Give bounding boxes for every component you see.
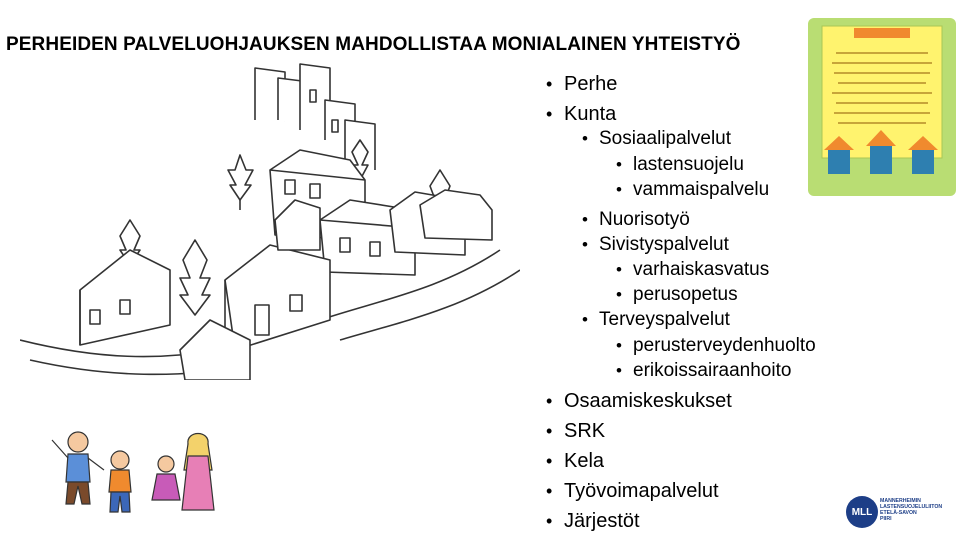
list-item-label: Nuorisotyö [599, 209, 690, 230]
list-item [546, 450, 604, 473]
list-item-label: varhaiskasvatus [633, 259, 770, 280]
list-item-label: Järjestöt [564, 510, 640, 532]
bullet-icon: • [616, 260, 622, 279]
bullet-icon: • [616, 336, 622, 355]
list-item [546, 73, 617, 96]
list-item [546, 103, 616, 126]
bullet-icon: • [616, 285, 622, 304]
list-item [582, 234, 729, 256]
bullet-icon: • [582, 210, 588, 229]
list-item [546, 510, 640, 533]
list-item [616, 154, 744, 176]
list-item [582, 309, 730, 331]
list-item-label: perusopetus [633, 284, 738, 305]
logo-line: ETELÄ-SAVON [880, 510, 917, 516]
list-item-label: lastensuojelu [633, 154, 744, 175]
bullet-icon: • [582, 310, 588, 329]
bullet-icon: • [616, 155, 622, 174]
bullet-icon: • [546, 391, 553, 411]
bullet-icon: • [546, 421, 553, 441]
list-item [546, 480, 719, 503]
logo-line: PIIRI [880, 516, 892, 522]
list-item [546, 390, 732, 413]
list-item [582, 209, 690, 231]
list-item-label: Työvoimapalvelut [564, 480, 719, 502]
list-item [616, 360, 791, 382]
list-item [616, 179, 769, 201]
mll-logo-mark: MLL [846, 496, 878, 528]
bullet-icon: • [582, 129, 588, 148]
list-item-label: Osaamiskeskukset [564, 390, 732, 412]
list-item-label: Kunta [564, 103, 617, 125]
logo-line: MANNERHEIMIN [880, 498, 921, 504]
list-item-label: Perhe [564, 73, 618, 95]
list-item [546, 420, 605, 443]
list-item-label: vammaispalvelu [633, 179, 770, 200]
bullet-icon: • [546, 511, 553, 531]
list-item-label: SRK [564, 420, 606, 442]
list-item [616, 335, 816, 357]
list-item [616, 284, 738, 306]
list-item-label: erikoissairaanhoito [633, 360, 792, 381]
list-item-label: Sivistyspalvelut [599, 234, 729, 255]
bullet-icon: • [546, 451, 553, 471]
list-item [582, 128, 731, 150]
list-item [616, 259, 769, 281]
bullet-icon: • [546, 481, 553, 501]
bullet-icon: • [546, 74, 553, 94]
list-item-label: perusterveydenhuolto [633, 335, 816, 356]
list-item-label: Sosiaalipalvelut [599, 128, 732, 149]
logo-line: LASTENSUOJELULIITON [880, 504, 943, 510]
bullet-icon: • [616, 180, 622, 199]
bullet-icon: • [616, 361, 622, 380]
list-item-label: Kela [564, 450, 605, 472]
bullet-icon: • [546, 104, 553, 124]
slide-title: PERHEIDEN PALVELUOHJAUKSEN MAHDOLLISTAA MONIALAINEN YHTEISTYÖ [6, 34, 741, 55]
bullet-icon: • [582, 235, 588, 254]
list-item-label: Terveyspalvelut [599, 309, 730, 330]
